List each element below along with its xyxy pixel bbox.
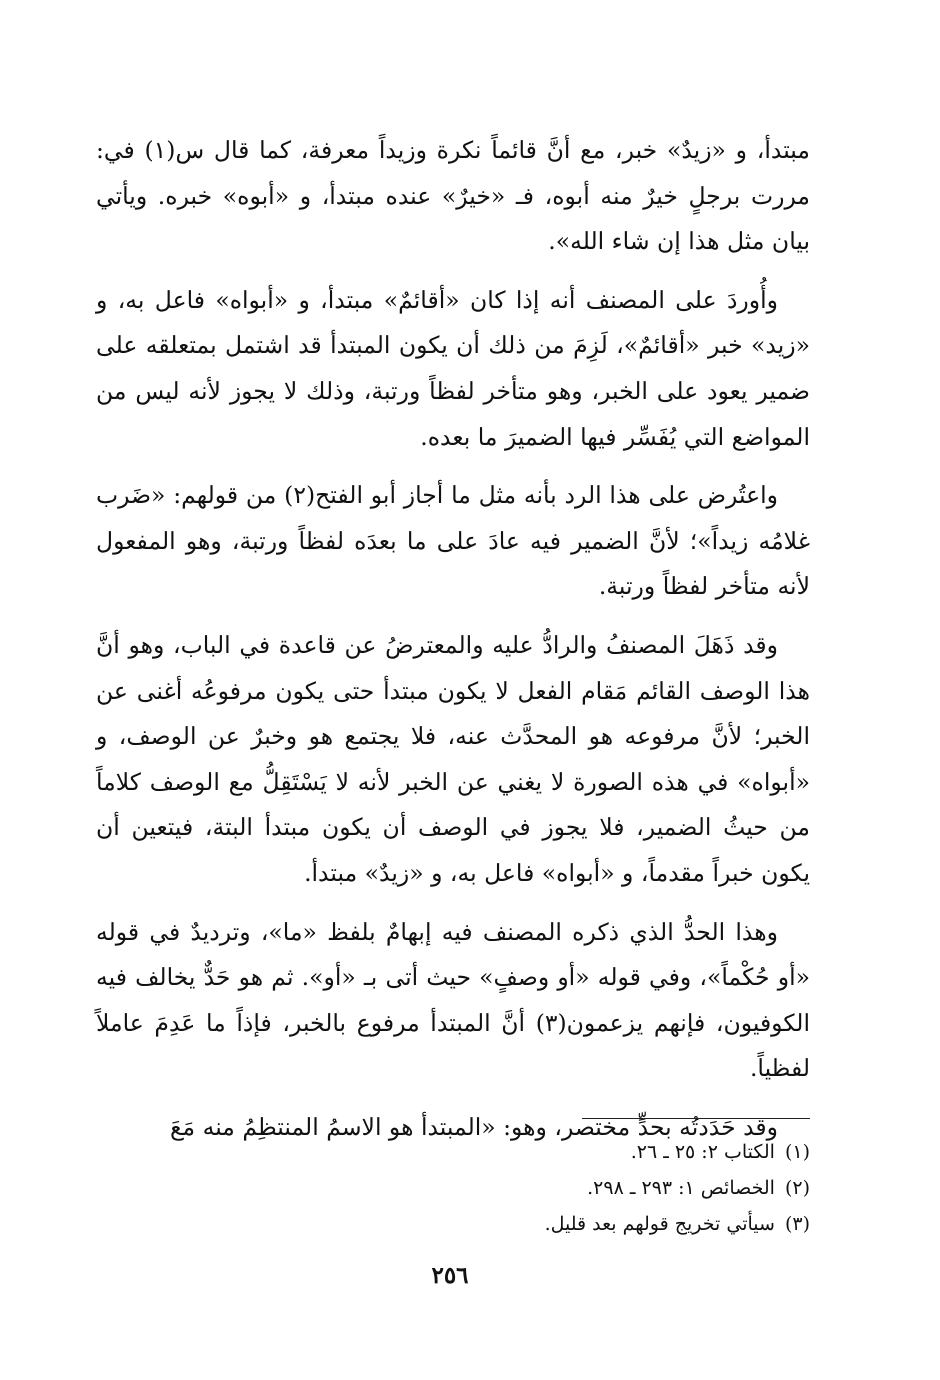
- footnote-divider: [582, 1118, 810, 1119]
- footnote-2: [210, 1170, 810, 1206]
- paragraph-4: وقد ذَهَلَ المصنفُ والرادُّ عليه والمعترضُ عن قاعدة في الباب، وهو أنَّ هذا الوصف القائم مَقام الفعل لا يكون مبتدأ حتى يكون مرفوعُه أغنى عن الخبر؛ لأنَّ مرفوعه هو المحدَّث عنه، فلا يجتمع هو وخبرٌ عن الوصف، و «أبواه» في هذه الصورة لا يغني عن الخبر لأنه لا يَسْتَقِلُّ مع الوصف كلاماً من حيثُ الضمير، فلا يجوز في الوصف أن يكون مبتدأ البتة، فيتعين أن يكون خبراً مقدماً، و «أبواه» فاعل به، و «زيدٌ» مبتدأ.: [96, 630, 810, 887]
- footnote-number: (٣): [784, 1213, 810, 1235]
- paragraph-3: واعتُرض على هذا الرد بأنه مثل ما أجاز أبو الفتح(٢) من قولهم: «ضَرب غلامُه زيداً»؛ لأنَّ الضمير فيه عادَ على ما بعدَه لفظاً ورتبة، وهو المفعول لأنه متأخر لفظاً ورتبة.: [96, 481, 810, 601]
- footnote-1: [210, 1134, 810, 1170]
- footnote-number: (٢): [784, 1177, 810, 1199]
- paragraph-5: وهذا الحدُّ الذي ذكره المصنف فيه إبهامٌ بلفظ «ما»، وترديدٌ في قوله «أو حُكْماً»، وفي قوله «أو وصفٍ» حيث أتى بـ «أو». ثم هو حَدٌّ يخالف فيه الكوفيون، فإنهم يزعمون(٣) أنَّ المبتدأ مرفوع بالخبر، فإذاً ما عَدِمَ عاملاً لفظياً.: [96, 917, 810, 1083]
- page-number: ٢٥٦: [431, 1262, 469, 1289]
- main-text: [96, 128, 810, 1163]
- footnote-text: الكتاب ٢: ٢٥ ـ ٢٦.: [630, 1141, 775, 1163]
- footnote-number: (١): [784, 1141, 810, 1163]
- footnote-3: [210, 1206, 810, 1242]
- paragraph-6: وقد حَدَدتُه بحدٍّ مختصر، وهو: «المبتدأ هو الاسمُ المنتظِمُ منه مَعَ: [170, 1112, 778, 1141]
- footnotes: [210, 1134, 810, 1242]
- paragraph-2: وأُوردَ على المصنف أنه إذا كان «أقائمٌ» مبتدأ، و «أبواه» فاعل به، و «زيد» خبر «أقائمٌ»، لَزِمَ من ذلك أن يكون المبتدأ قد اشتمل بمتعلقه على ضمير يعود على الخبر، وهو متأخر لفظاً ورتبة، وذلك لا يجوز لأنه ليس من المواضع التي يُفَسِّر فيها الضميرَ ما بعده.: [96, 285, 810, 451]
- footnote-text: الخصائص ١: ٢٩٣ ـ ٢٩٨.: [587, 1177, 775, 1199]
- footnote-text: سيأتي تخريج قولهم بعد قليل.: [544, 1213, 775, 1235]
- paragraph-1: مبتدأ، و «زيدٌ» خبر، مع أنَّ قائماً نكرة وزيداً معرفة، كما قال س(١) في: مررت برجلٍ خيرٌ منه أبوه، فـ «خيرٌ» عنده مبتدأ، و «أبوه» خبره. ويأتي بيان مثل هذا إن شاء الله».: [96, 136, 810, 256]
